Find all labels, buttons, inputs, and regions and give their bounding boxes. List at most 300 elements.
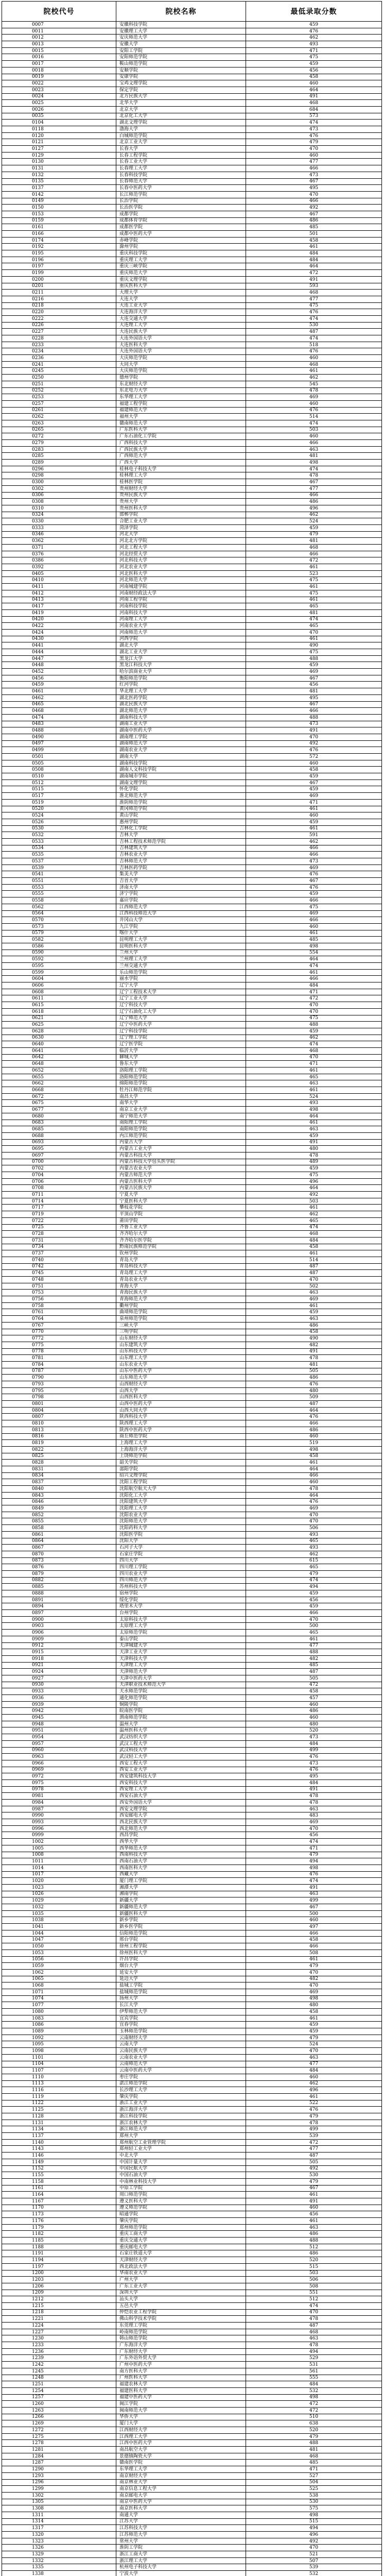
min-score-cell: 476: [246, 1767, 382, 1773]
table-row: [2, 2368, 382, 2375]
min-score-cell: 485: [246, 224, 382, 231]
min-score-cell: 482: [246, 1976, 382, 1982]
school-name-cell: 温州医科大学: [116, 1727, 246, 1734]
school-name-cell: 闽南师范大学: [116, 2407, 246, 2414]
school-name-cell: 中北大学: [116, 2153, 246, 2159]
table-row: [2, 852, 382, 858]
school-name-cell: 青岛大学: [116, 1257, 246, 1263]
table-row: [2, 512, 382, 518]
school-name-cell: 西藏大学: [116, 1871, 246, 1878]
min-score-cell: 461: [246, 1067, 382, 1074]
school-code-cell: 0539: [2, 865, 116, 871]
table-row: [2, 1263, 382, 1270]
school-name-cell: 洛阳理工学院: [116, 1067, 246, 1074]
school-code-cell: 0017: [2, 61, 116, 67]
min-score-cell: 461: [246, 244, 382, 250]
school-name-cell: 南昌大学: [116, 1093, 246, 1100]
school-name-cell: 广东外语外贸大学: [116, 2355, 246, 2362]
table-row: [2, 1172, 382, 1179]
min-score-cell: 466: [246, 1420, 382, 1427]
table-row: [2, 1924, 382, 1930]
school-name-cell: 烟台大学: [116, 1963, 246, 1970]
school-name-cell: 通化师范学院: [116, 1695, 246, 1702]
table-row: [2, 950, 382, 956]
min-score-cell: 505: [246, 1675, 382, 1682]
table-row: [2, 381, 382, 387]
school-code-cell: 0611: [2, 995, 116, 1002]
school-code-cell: 0858: [2, 1525, 116, 1532]
table-row: [2, 1022, 382, 1028]
school-code-cell: 0199: [2, 270, 116, 277]
school-name-cell: 湖北医药学院: [116, 694, 246, 701]
school-code-cell: 0640: [2, 1041, 116, 1048]
min-score-cell: 459: [246, 786, 382, 793]
school-name-cell: 江西财经大学: [116, 2427, 246, 2434]
school-code-cell: 0885: [2, 1584, 116, 1590]
school-name-cell: 泉州师范学院: [116, 1316, 246, 1323]
school-name-cell: 北京工业大学: [116, 139, 246, 146]
school-name-cell: 攀枝花学院: [116, 1205, 246, 1211]
school-name-cell: 大连民族大学: [116, 329, 246, 335]
table-row: [2, 2061, 382, 2067]
table-row: [2, 904, 382, 910]
table-row: [2, 74, 382, 80]
min-score-cell: 470: [246, 2545, 382, 2551]
school-name-cell: 重庆三峡学院: [116, 263, 246, 270]
table-row: [2, 492, 382, 499]
school-code-cell: 0628: [2, 1028, 116, 1035]
table-row: [2, 642, 382, 649]
table-row: [2, 584, 382, 590]
min-score-cell: 472: [246, 557, 382, 564]
school-code-cell: 1239: [2, 2355, 116, 2362]
school-name-cell: 吉首大学: [116, 878, 246, 885]
min-score-cell: 494: [246, 1584, 382, 1590]
school-name-cell: 安徽理工大学: [116, 28, 246, 35]
table-row: [2, 1982, 382, 1989]
school-name-cell: 长春师范大学: [116, 178, 246, 185]
school-code-cell: 0459: [2, 682, 116, 688]
school-name-cell: 牡丹江师范学院: [116, 1087, 246, 1094]
school-name-cell: 四川理工学院: [116, 1564, 246, 1571]
school-name-cell: 新疆师范大学: [116, 1904, 246, 1911]
table-row: [2, 178, 382, 185]
table-row: [2, 1564, 382, 1571]
min-score-cell: 494: [246, 2525, 382, 2532]
min-score-cell: 478: [246, 1486, 382, 1493]
school-name-cell: 贵州医科大学: [116, 505, 246, 512]
table-row: [2, 1701, 382, 1708]
school-code-cell: 0954: [2, 1734, 116, 1741]
min-score-cell: 481: [246, 2447, 382, 2453]
school-code-cell: 1038: [2, 1917, 116, 1924]
school-code-cell: 0118: [2, 126, 116, 133]
table-row: [2, 1035, 382, 1041]
school-code-cell: 0220: [2, 309, 116, 316]
table-row: [2, 1217, 382, 1224]
table-row: [2, 2538, 382, 2545]
min-score-cell: 463: [246, 1806, 382, 1812]
table-row: [2, 139, 382, 146]
school-code-cell: 0748: [2, 1277, 116, 1283]
min-score-cell: 481: [246, 609, 382, 616]
table-row: [2, 290, 382, 296]
school-name-cell: 兰州理工大学: [116, 956, 246, 963]
school-code-cell: 1146: [2, 2153, 116, 2159]
min-score-cell: 459: [246, 2022, 382, 2028]
school-name-cell: 徐州医科大学: [116, 1950, 246, 1956]
table-row: [2, 1989, 382, 1995]
min-score-cell: 476: [246, 1414, 382, 1420]
school-name-cell: 河北科技大学: [116, 557, 246, 564]
min-score-cell: 488: [246, 1022, 382, 1028]
school-code-cell: 0218: [2, 302, 116, 309]
min-score-cell: 470: [246, 2309, 382, 2316]
table-row: [2, 995, 382, 1002]
min-score-cell: 463: [246, 1891, 382, 1897]
school-code-cell: 0945: [2, 1715, 116, 1721]
school-code-cell: 0405: [2, 570, 116, 577]
school-name-cell: 武汉科技大学: [116, 1747, 246, 1754]
school-name-cell: 盐城工学院: [116, 1982, 246, 1989]
school-code-cell: 0740: [2, 1257, 116, 1263]
min-score-cell: 504: [246, 2479, 382, 2486]
school-name-cell: 山西中医药大学: [116, 1401, 246, 1408]
school-name-cell: 新疆大学: [116, 1897, 246, 1904]
table-row: [2, 557, 382, 564]
table-row: [2, 1093, 382, 1100]
school-code-cell: 0879: [2, 1570, 116, 1577]
min-score-cell: 561: [246, 2368, 382, 2375]
min-score-cell: 463: [246, 2054, 382, 2061]
table-row: [2, 329, 382, 335]
min-score-cell: 462: [246, 512, 382, 518]
school-code-cell: 0386: [2, 557, 116, 564]
table-row: [2, 2362, 382, 2368]
min-score-cell: 493: [246, 1545, 382, 1551]
school-name-cell: 韶关学院: [116, 1460, 246, 1466]
min-score-cell: 465: [246, 1564, 382, 1571]
min-score-cell: 478: [246, 1793, 382, 1800]
table-row: [2, 1342, 382, 1348]
school-name-cell: 大理大学: [116, 290, 246, 296]
school-name-cell: 沈阳化工大学: [116, 1492, 246, 1499]
school-name-cell: 山西大学: [116, 1387, 246, 1394]
min-score-cell: 468: [246, 1047, 382, 1054]
table-row: [2, 1616, 382, 1623]
min-score-cell: 464: [246, 1492, 382, 1499]
school-name-cell: 鞍山师范学院: [116, 61, 246, 67]
school-name-cell: 长春科技学院: [116, 172, 246, 178]
table-row: [2, 714, 382, 721]
table-row: [2, 2035, 382, 2041]
school-code-cell: 0767: [2, 1322, 116, 1329]
min-score-cell: 460: [246, 2205, 382, 2211]
table-row: [2, 126, 382, 133]
school-code-cell: 0606: [2, 982, 116, 989]
table-row: [2, 1302, 382, 1309]
table-row: [2, 1211, 382, 1218]
min-score-cell: 461: [246, 1087, 382, 1094]
school-code-cell: 0625: [2, 1022, 116, 1028]
school-code-cell: 1302: [2, 2492, 116, 2499]
min-score-cell: 469: [246, 793, 382, 800]
school-name-cell: 延边大学: [116, 1976, 246, 1982]
table-row: [2, 1825, 382, 1832]
school-code-cell: 0957: [2, 1740, 116, 1747]
school-code-cell: 1227: [2, 2329, 116, 2335]
table-row: [2, 2414, 382, 2420]
table-row: [2, 1270, 382, 1277]
table-row: [2, 1067, 382, 1074]
min-score-cell: 488: [246, 2238, 382, 2244]
table-row: [2, 1479, 382, 1486]
table-row: [2, 682, 382, 688]
school-code-cell: 0828: [2, 1460, 116, 1466]
table-row: [2, 1198, 382, 1205]
school-code-cell: 1086: [2, 2022, 116, 2028]
table-row: [2, 1126, 382, 1133]
table-row: [2, 172, 382, 178]
school-name-cell: 云南民族大学: [116, 2048, 246, 2055]
school-name-cell: 河南科技学院: [116, 603, 246, 610]
school-name-cell: 青海民族大学: [116, 1290, 246, 1296]
table-row: [2, 551, 382, 557]
table-row: [2, 655, 382, 662]
school-name-cell: 江西科技师范大学: [116, 910, 246, 917]
school-name-cell: 景德镇陶瓷大学: [116, 2453, 246, 2460]
school-code-cell: 0474: [2, 714, 116, 721]
min-score-cell: 479: [246, 139, 382, 146]
min-score-cell: 466: [246, 852, 382, 858]
min-score-cell: 491: [246, 2198, 382, 2205]
min-score-cell: 502: [246, 1283, 382, 1290]
school-name-cell: 长春中医药大学: [116, 185, 246, 192]
school-name-cell: 台州学院: [116, 1610, 246, 1617]
min-score-cell: 479: [246, 1852, 382, 1858]
table-row: [2, 1139, 382, 1146]
table-row: [2, 1930, 382, 1937]
table-row: [2, 80, 382, 87]
min-score-cell: 482: [246, 1655, 382, 1662]
min-score-cell: 461: [246, 1636, 382, 1642]
table-row: [2, 701, 382, 708]
min-score-cell: 474: [246, 335, 382, 342]
school-code-cell: 0490: [2, 734, 116, 740]
school-name-cell: 河南财经政法大学: [116, 590, 246, 597]
school-name-cell: 三明学院: [116, 1329, 246, 1335]
school-code-cell: 1293: [2, 2472, 116, 2479]
table-row: [2, 407, 382, 414]
table-row: [2, 2244, 382, 2250]
table-row: [2, 623, 382, 630]
table-row: [2, 2486, 382, 2493]
min-score-cell: 481: [246, 688, 382, 695]
min-score-cell: 463: [246, 2224, 382, 2231]
school-name-cell: 邯郸学院: [116, 512, 246, 518]
min-score-cell: 465: [246, 1074, 382, 1080]
table-row: [2, 420, 382, 427]
min-score-cell: 488: [246, 1649, 382, 1656]
school-code-cell: 0211: [2, 290, 116, 296]
school-name-cell: 黑龙江科技大学: [116, 662, 246, 669]
min-score-cell: 486: [246, 1322, 382, 1329]
min-score-cell: 476: [246, 1871, 382, 1878]
school-name-cell: 江苏科技大学: [116, 2525, 246, 2532]
table-row: [2, 812, 382, 819]
table-row: [2, 67, 382, 74]
table-row: [2, 1819, 382, 1826]
school-code-cell: 1032: [2, 1904, 116, 1911]
school-code-cell: 0753: [2, 1290, 116, 1296]
school-code-cell: 0810: [2, 1420, 116, 1427]
table-row: [2, 2198, 382, 2205]
table-row: [2, 61, 382, 67]
school-name-cell: 天津科技大学: [116, 1655, 246, 1662]
table-row: [2, 440, 382, 447]
table-row: [2, 1747, 382, 1754]
table-row: [2, 355, 382, 362]
school-code-cell: 1098: [2, 2048, 116, 2055]
school-code-cell: 0704: [2, 1172, 116, 1179]
min-score-cell: 478: [246, 472, 382, 479]
school-name-cell: 桂林理工大学: [116, 472, 246, 479]
school-name-cell: 湖南人文科技学院: [116, 767, 246, 773]
school-code-cell: 0026: [2, 106, 116, 113]
school-code-cell: 1164: [2, 2192, 116, 2198]
school-code-cell: 0909: [2, 1636, 116, 1642]
table-row: [2, 244, 382, 250]
school-code-cell: 0891: [2, 1597, 116, 1603]
school-code-cell: 0302: [2, 485, 116, 492]
table-row: [2, 2041, 382, 2048]
table-row: [2, 590, 382, 597]
table-row: [2, 2133, 382, 2140]
school-code-cell: 1041: [2, 1924, 116, 1930]
school-code-cell: 0279: [2, 440, 116, 447]
table-row: [2, 2551, 382, 2558]
min-score-cell: 468: [246, 361, 382, 368]
school-name-cell: 江西理工大学: [116, 2433, 246, 2440]
school-code-cell: 0960: [2, 1747, 116, 1754]
school-name-cell: 石河子大学: [116, 1545, 246, 1551]
school-name-cell: 沈阳大学: [116, 1538, 246, 1545]
table-row: [2, 2107, 382, 2113]
table-row: [2, 2270, 382, 2277]
school-code-cell: 1116: [2, 2087, 116, 2094]
school-code-cell: 1167: [2, 2198, 116, 2205]
school-name-cell: 广东财经大学: [116, 2348, 246, 2355]
min-score-cell: 467: [246, 675, 382, 682]
min-score-cell: 484: [246, 250, 382, 257]
school-name-cell: 河西学院: [116, 636, 246, 642]
table-row: [2, 400, 382, 407]
min-score-cell: 492: [246, 2538, 382, 2545]
school-code-cell: 0257: [2, 400, 116, 407]
table-row: [2, 296, 382, 302]
min-score-cell: 486: [246, 2231, 382, 2238]
min-score-cell: 458: [246, 1329, 382, 1335]
school-code-cell: 1209: [2, 2290, 116, 2296]
min-score-cell: 487: [246, 2153, 382, 2159]
school-name-cell: 嘉应学院: [116, 897, 246, 904]
table-row: [2, 446, 382, 453]
table-row: [2, 2316, 382, 2323]
table-row: [2, 754, 382, 760]
table-row: [2, 616, 382, 623]
school-code-cell: 1104: [2, 2061, 116, 2067]
min-score-cell: 473: [246, 858, 382, 865]
school-name-cell: 厦门大学: [116, 2420, 246, 2427]
school-name-cell: 中国计量大学: [116, 2159, 246, 2165]
school-name-cell: 浙江农林大学: [116, 2120, 246, 2126]
school-name-cell: 青海大学: [116, 1283, 246, 1290]
table-row: [2, 2185, 382, 2192]
school-name-cell: 吉林医药学院: [116, 865, 246, 871]
school-code-cell: 0685: [2, 1126, 116, 1133]
school-name-cell: 贵州民族大学: [116, 492, 246, 499]
school-name-cell: 湖南城市学院: [116, 773, 246, 780]
min-score-cell: 474: [246, 2302, 382, 2309]
table-row: [2, 1793, 382, 1800]
min-score-cell: 508: [246, 1950, 382, 1956]
school-code-cell: 0197: [2, 263, 116, 270]
min-score-cell: 459: [246, 1309, 382, 1316]
school-code-cell: 0731: [2, 1237, 116, 1244]
school-code-cell: 0537: [2, 858, 116, 865]
min-score-cell: 479: [246, 2433, 382, 2440]
table-row: [2, 767, 382, 773]
min-score-cell: 497: [246, 1924, 382, 1930]
table-row: [2, 1387, 382, 1394]
school-code-cell: 0717: [2, 1205, 116, 1211]
table-row: [2, 937, 382, 943]
school-name-cell: 内蒙古农业大学: [116, 1165, 246, 1172]
school-name-cell: 遵义师范学院: [116, 2205, 246, 2211]
school-name-cell: 大连外国语大学: [116, 335, 246, 342]
school-name-cell: 滁州学院: [116, 244, 246, 250]
min-score-cell: 469: [246, 394, 382, 401]
min-score-cell: 461: [246, 1120, 382, 1126]
min-score-cell: 496: [246, 2532, 382, 2538]
table-row: [2, 1041, 382, 1048]
min-score-cell: 480: [246, 2002, 382, 2009]
school-name-cell: 内蒙古科技大学: [116, 1152, 246, 1159]
school-name-cell: 桂林电子科技大学: [116, 466, 246, 472]
min-score-cell: 485: [246, 2460, 382, 2466]
table-row: [2, 2028, 382, 2035]
school-code-cell: 0795: [2, 1387, 116, 1394]
school-name-cell: 鲁东大学: [116, 1061, 246, 1067]
school-name-cell: 东华理工大学: [116, 2466, 246, 2473]
school-code-cell: 0488: [2, 727, 116, 734]
school-code-cell: 0562: [2, 904, 116, 910]
school-name-cell: 北京大学: [116, 106, 246, 113]
school-code-cell: 0195: [2, 250, 116, 257]
min-score-cell: 498: [246, 943, 382, 950]
school-code-cell: 0849: [2, 1505, 116, 1512]
school-code-cell: 0222: [2, 315, 116, 322]
school-name-cell: 南阳师范学院: [116, 1126, 246, 1133]
min-score-cell: 480: [246, 1387, 382, 1394]
table-row: [2, 1917, 382, 1924]
school-code-cell: 1008: [2, 1852, 116, 1858]
table-row: [2, 2238, 382, 2244]
min-score-cell: 476: [246, 407, 382, 414]
min-score-cell: 503: [246, 2270, 382, 2277]
min-score-cell: 469: [246, 865, 382, 871]
school-code-cell: 0456: [2, 675, 116, 682]
